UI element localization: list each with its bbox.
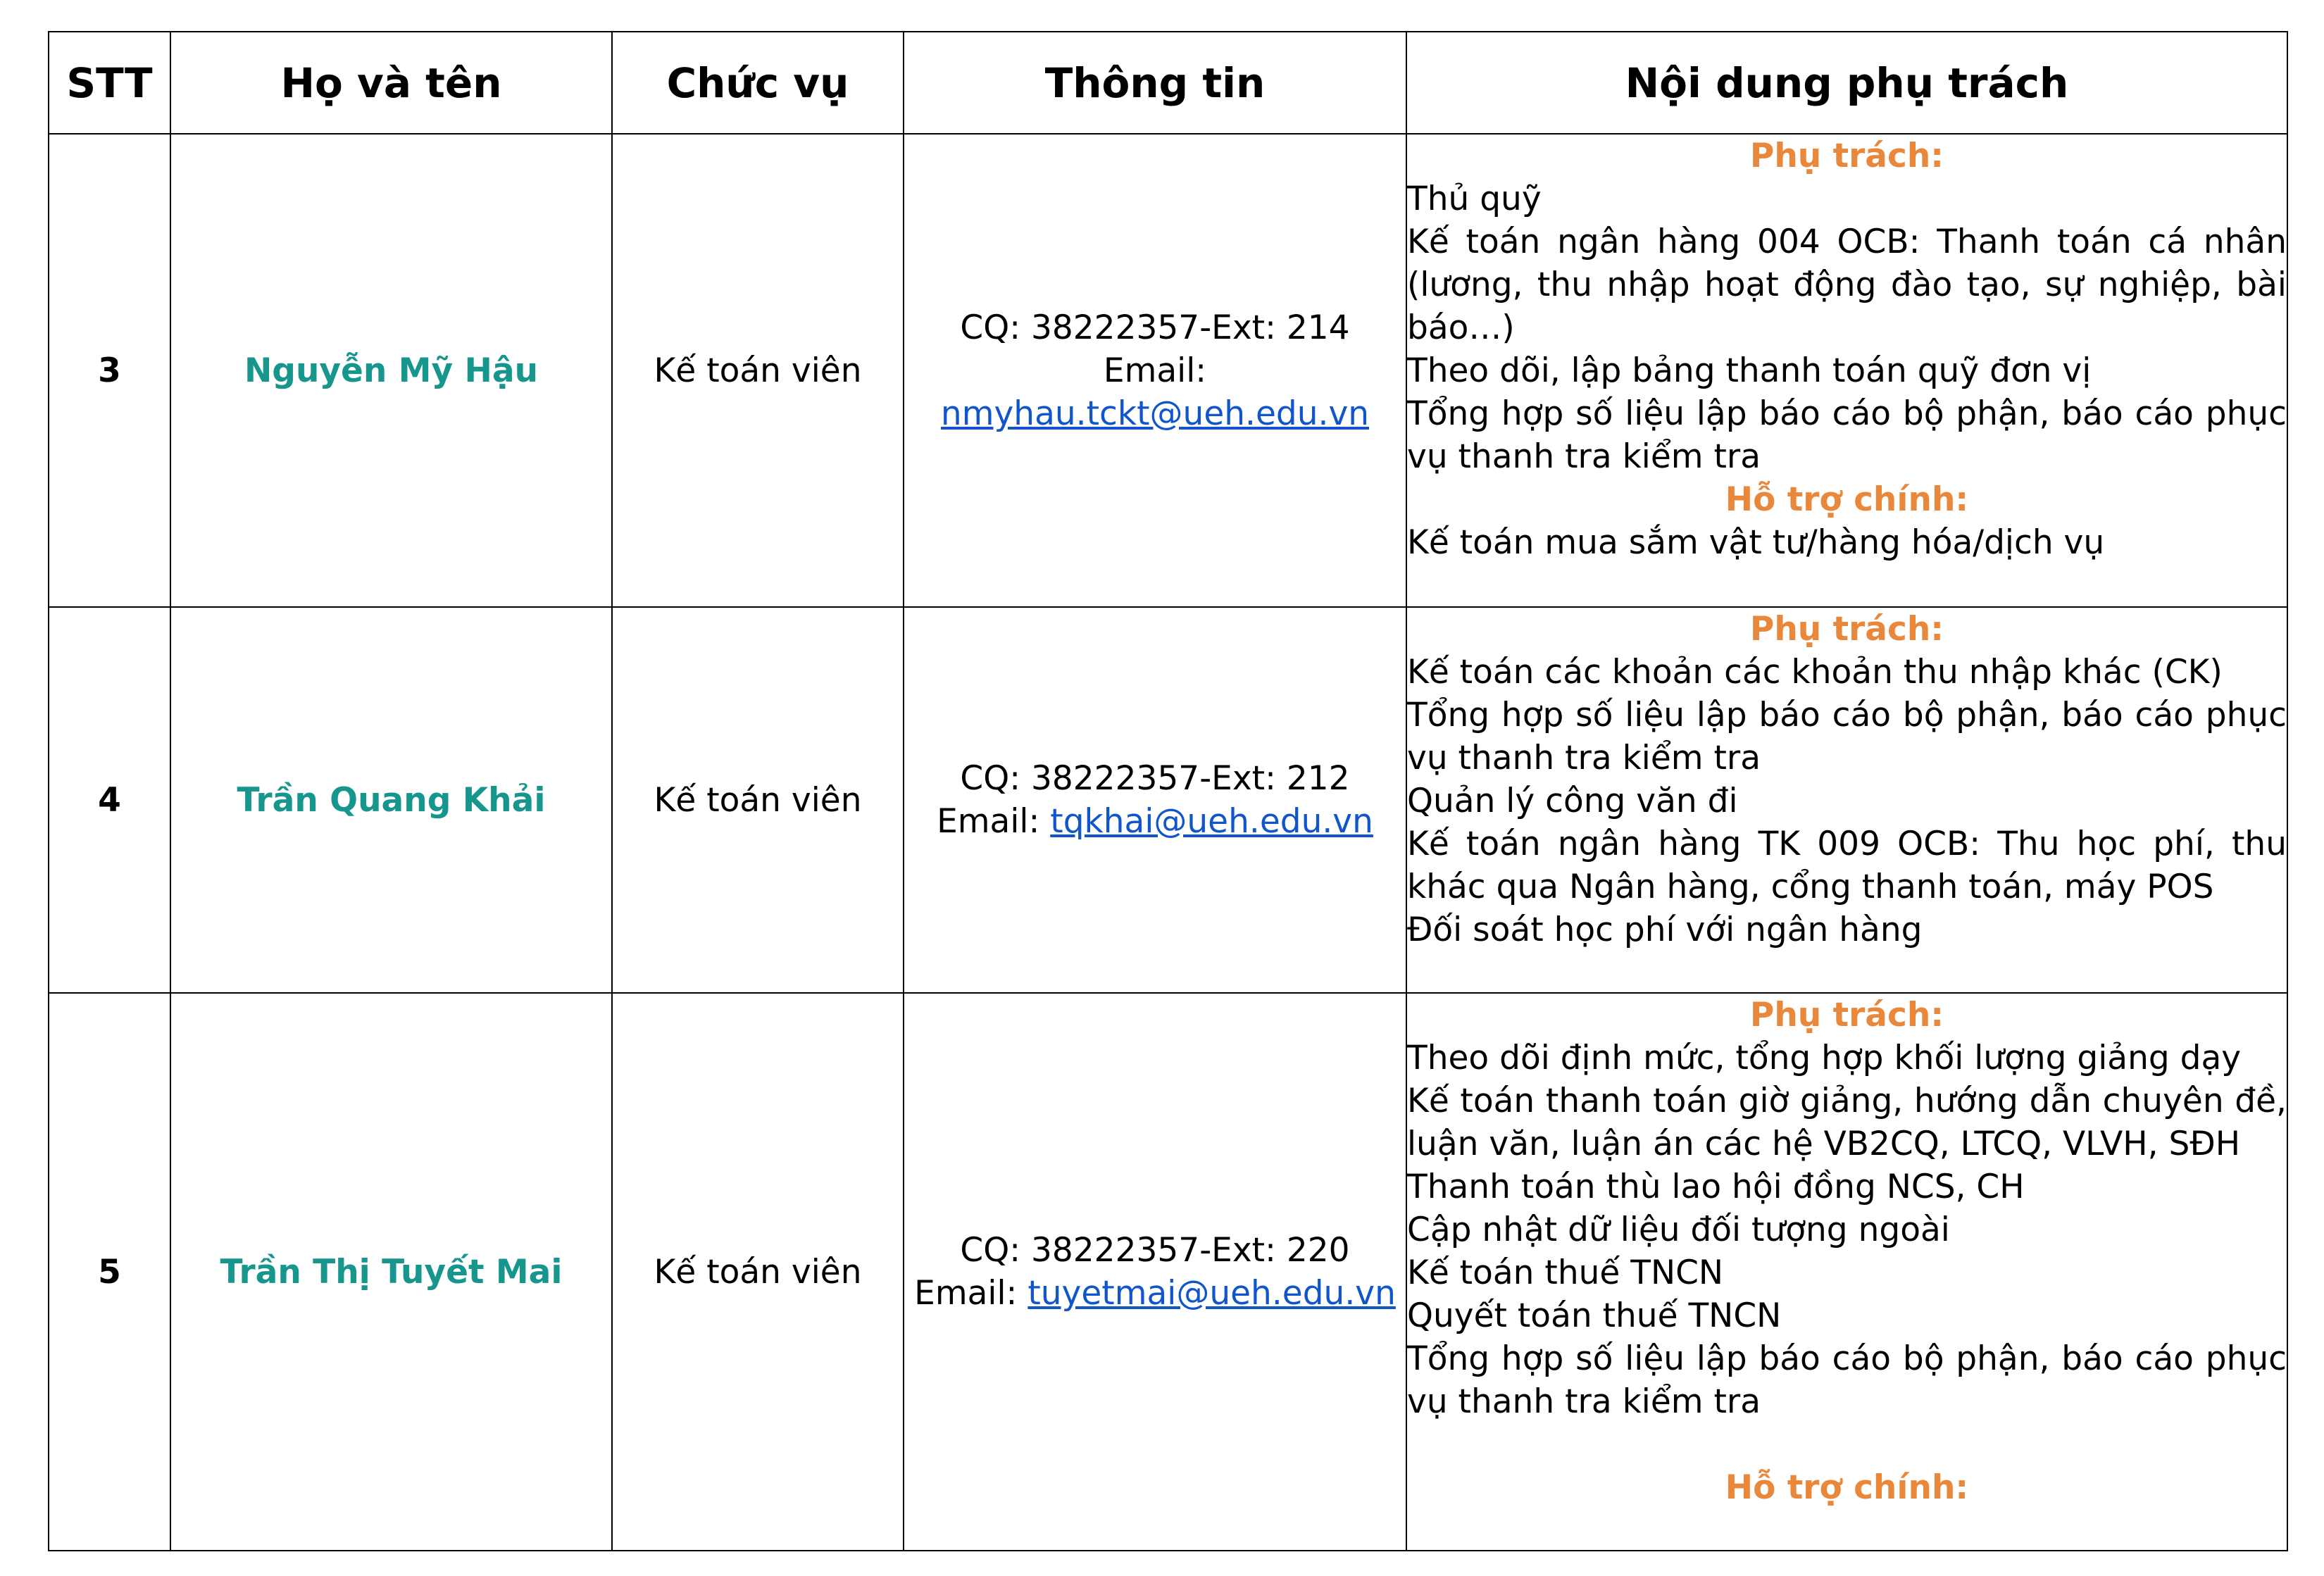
table-header-row: [49, 32, 2287, 134]
duty-cell: [1406, 993, 2287, 1551]
email-label: Email:: [914, 1274, 1018, 1313]
support-item: Kế toán mua sắm vật tư/hàng hóa/dịch vụ: [1407, 523, 2105, 562]
duty-cell: [1406, 607, 2287, 993]
table-row: [49, 134, 2287, 607]
duty-item: Theo dõi, lập bảng thanh toán quỹ đơn vị: [1407, 351, 2092, 390]
table-row: [49, 993, 2287, 1551]
contact-info: [904, 134, 1406, 607]
duty-item: Thủ quỹ: [1407, 180, 1542, 218]
staff-name: Trần Quang Khải: [170, 607, 612, 993]
phone-text: CQ: 38222357-Ext: 220: [960, 1231, 1350, 1270]
staff-name: Nguyễn Mỹ Hậu: [170, 134, 612, 607]
header-name: Họ và tên: [170, 32, 612, 134]
staff-role: Kế toán viên: [612, 134, 904, 607]
duty-item: Kế toán các khoản các khoản thu nhập khác (CK): [1407, 653, 2223, 692]
duty-item: Quản lý công văn đi: [1407, 782, 1738, 820]
section-heading-support: Hỗ trợ chính:: [1725, 1468, 1969, 1507]
section-heading-main: Phụ trách:: [1749, 996, 1944, 1034]
header-duty: Nội dung phụ trách: [1406, 32, 2287, 134]
duty-item: Kế toán thuế TNCN: [1407, 1253, 1724, 1292]
duty-item: Đối soát học phí với ngân hàng: [1407, 911, 1923, 949]
staff-name: Trần Thị Tuyết Mai: [170, 993, 612, 1551]
contact-info: [904, 993, 1406, 1551]
duty-item: Cập nhật dữ liệu đối tượng ngoài: [1407, 1211, 1950, 1249]
duty-item: Tổng hợp số liệu lập báo cáo bộ phận, báo cáo phục vụ thanh tra kiểm tra: [1407, 1339, 2287, 1421]
email-link[interactable]: tqkhai@ueh.edu.vn: [1050, 802, 1373, 841]
row-number: 4: [49, 607, 170, 993]
email-label: Email:: [1103, 351, 1207, 390]
email-link[interactable]: nmyhau.tckt@ueh.edu.vn: [940, 394, 1370, 433]
duty-item: Kế toán ngân hàng 004 OCB: Thanh toán cá nhân (lương, thu nhập hoạt động đào tạo, sự nghiệp, bài báo…): [1407, 223, 2287, 347]
duty-item: Thanh toán thù lao hội đồng NCS, CH: [1407, 1168, 2025, 1206]
duty-item: Tổng hợp số liệu lập báo cáo bộ phận, báo cáo phục vụ thanh tra kiểm tra: [1407, 696, 2287, 777]
duty-item: Kế toán ngân hàng TK 009 OCB: Thu học phí, thu khác qua Ngân hàng, cổng thanh toán, máy POS: [1407, 825, 2287, 906]
duty-item: Theo dõi định mức, tổng hợp khối lượng giảng dạy: [1407, 1039, 2242, 1077]
header-info: Thông tin: [904, 32, 1406, 134]
header-role: Chức vụ: [612, 32, 904, 134]
email-link[interactable]: tuyetmai@ueh.edu.vn: [1027, 1274, 1396, 1313]
row-number: 3: [49, 134, 170, 607]
header-stt: STT: [49, 32, 170, 134]
table-row: [49, 607, 2287, 993]
duty-item: Tổng hợp số liệu lập báo cáo bộ phận, báo cáo phục vụ thanh tra kiểm tra: [1407, 394, 2287, 476]
duty-cell: [1406, 134, 2287, 607]
phone-text: CQ: 38222357-Ext: 214: [960, 308, 1350, 347]
duty-item: Quyết toán thuế TNCN: [1407, 1296, 1782, 1335]
email-label: Email:: [937, 802, 1040, 841]
contact-info: [904, 607, 1406, 993]
phone-text: CQ: 38222357-Ext: 212: [960, 759, 1350, 798]
section-heading-support: Hỗ trợ chính:: [1725, 480, 1969, 519]
blank-line: [1407, 1423, 2287, 1466]
duty-item: Kế toán thanh toán giờ giảng, hướng dẫn chuyên đề, luận văn, luận án các hệ VB2CQ, LTCQ, VLVH, SĐH: [1407, 1082, 2287, 1163]
staff-role: Kế toán viên: [612, 607, 904, 993]
row-number: 5: [49, 993, 170, 1551]
section-heading-main: Phụ trách:: [1749, 137, 1944, 175]
staff-role: Kế toán viên: [612, 993, 904, 1551]
section-heading-main: Phụ trách:: [1749, 610, 1944, 649]
staff-table: [48, 31, 2288, 1551]
